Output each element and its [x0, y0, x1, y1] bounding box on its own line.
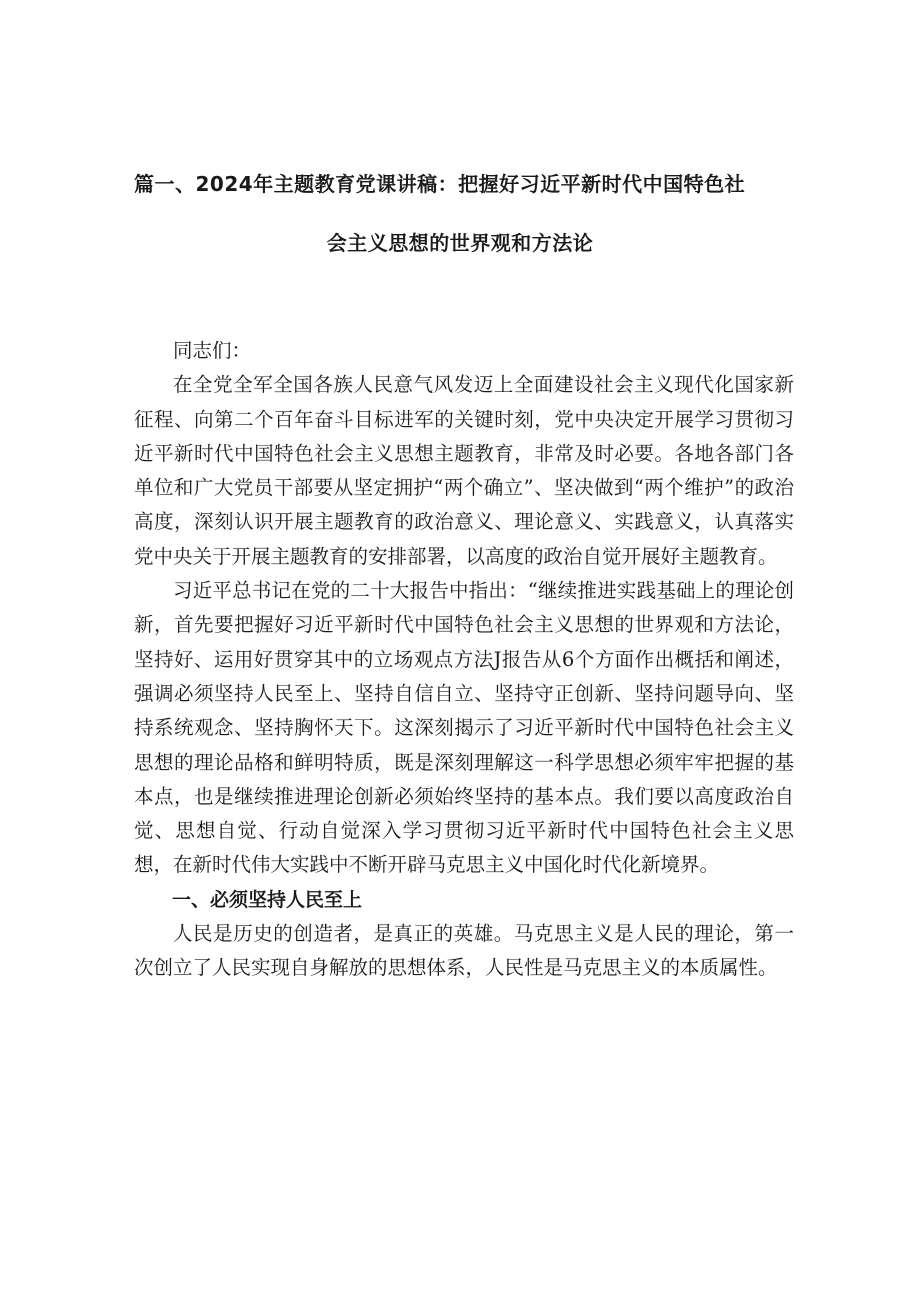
paragraph-1: 在全党全军全国各族人民意气风发迈上全面建设社会主义现代化国家新征程、向第二个百年奋斗目标进军的关键时刻，党中央决定开展学习贯彻习近平新时代中国特色社会主义思想主题教育，非常及时必要。各地各部门各单位和广大党员干部要从坚定拥护“两个确立”、坚决做到“两个维护”的政治高度，深刻认识开展主题教育的政治意义、理论意义、实践意义，认真落实党中央关于开展主题教育的安排部署，以高度的政治自觉开展好主题教育。: [134, 373, 794, 568]
section-heading: 一、必须坚持人民至上: [172, 888, 363, 911]
section-paragraph: 人民是历史的创造者，是真正的英雄。马克思主义是人民的理论，第一次创立了人民实现自身解放的思想体系，人民性是马克思主义的本质属性。: [134, 922, 794, 980]
document-body: [134, 334, 794, 986]
salutation: 同志们：: [173, 339, 252, 362]
paragraph-2: 习近平总书记在党的二十大报告中指出：“继续推进实践基础上的理论创新，首先要把握好习近平新时代中国特色社会主义思想的世界观和方法论，坚持好、运用好贯穿其中的立场观点方法J报告从6个方面作出概括和阐述，强调必须坚持人民至上、坚持自信自立、坚持守正创新、坚持问题导向、坚持系统观念、坚持胸怀天下。这深刻揭示了习近平新时代中国特色社会主义思想的理论品格和鲜明特质，既是深刻理解这一科学思想必须牢牢把握的基本点，也是继续推进理论创新必须始终坚持的基本点。我们要以高度政治自觉、思想自觉、行动自觉深入学习贯彻习近平新时代中国特色社会主义思想，在新时代伟大实践中不断开辟马克思主义中国化时代化新境界。: [134, 579, 794, 877]
document-title-line-1: 篇一、2024年主题教育党课讲稿：把握好习近平新时代中国特色社: [134, 172, 746, 196]
document-title-line-2: 会主义思想的世界观和方法论: [326, 231, 594, 255]
